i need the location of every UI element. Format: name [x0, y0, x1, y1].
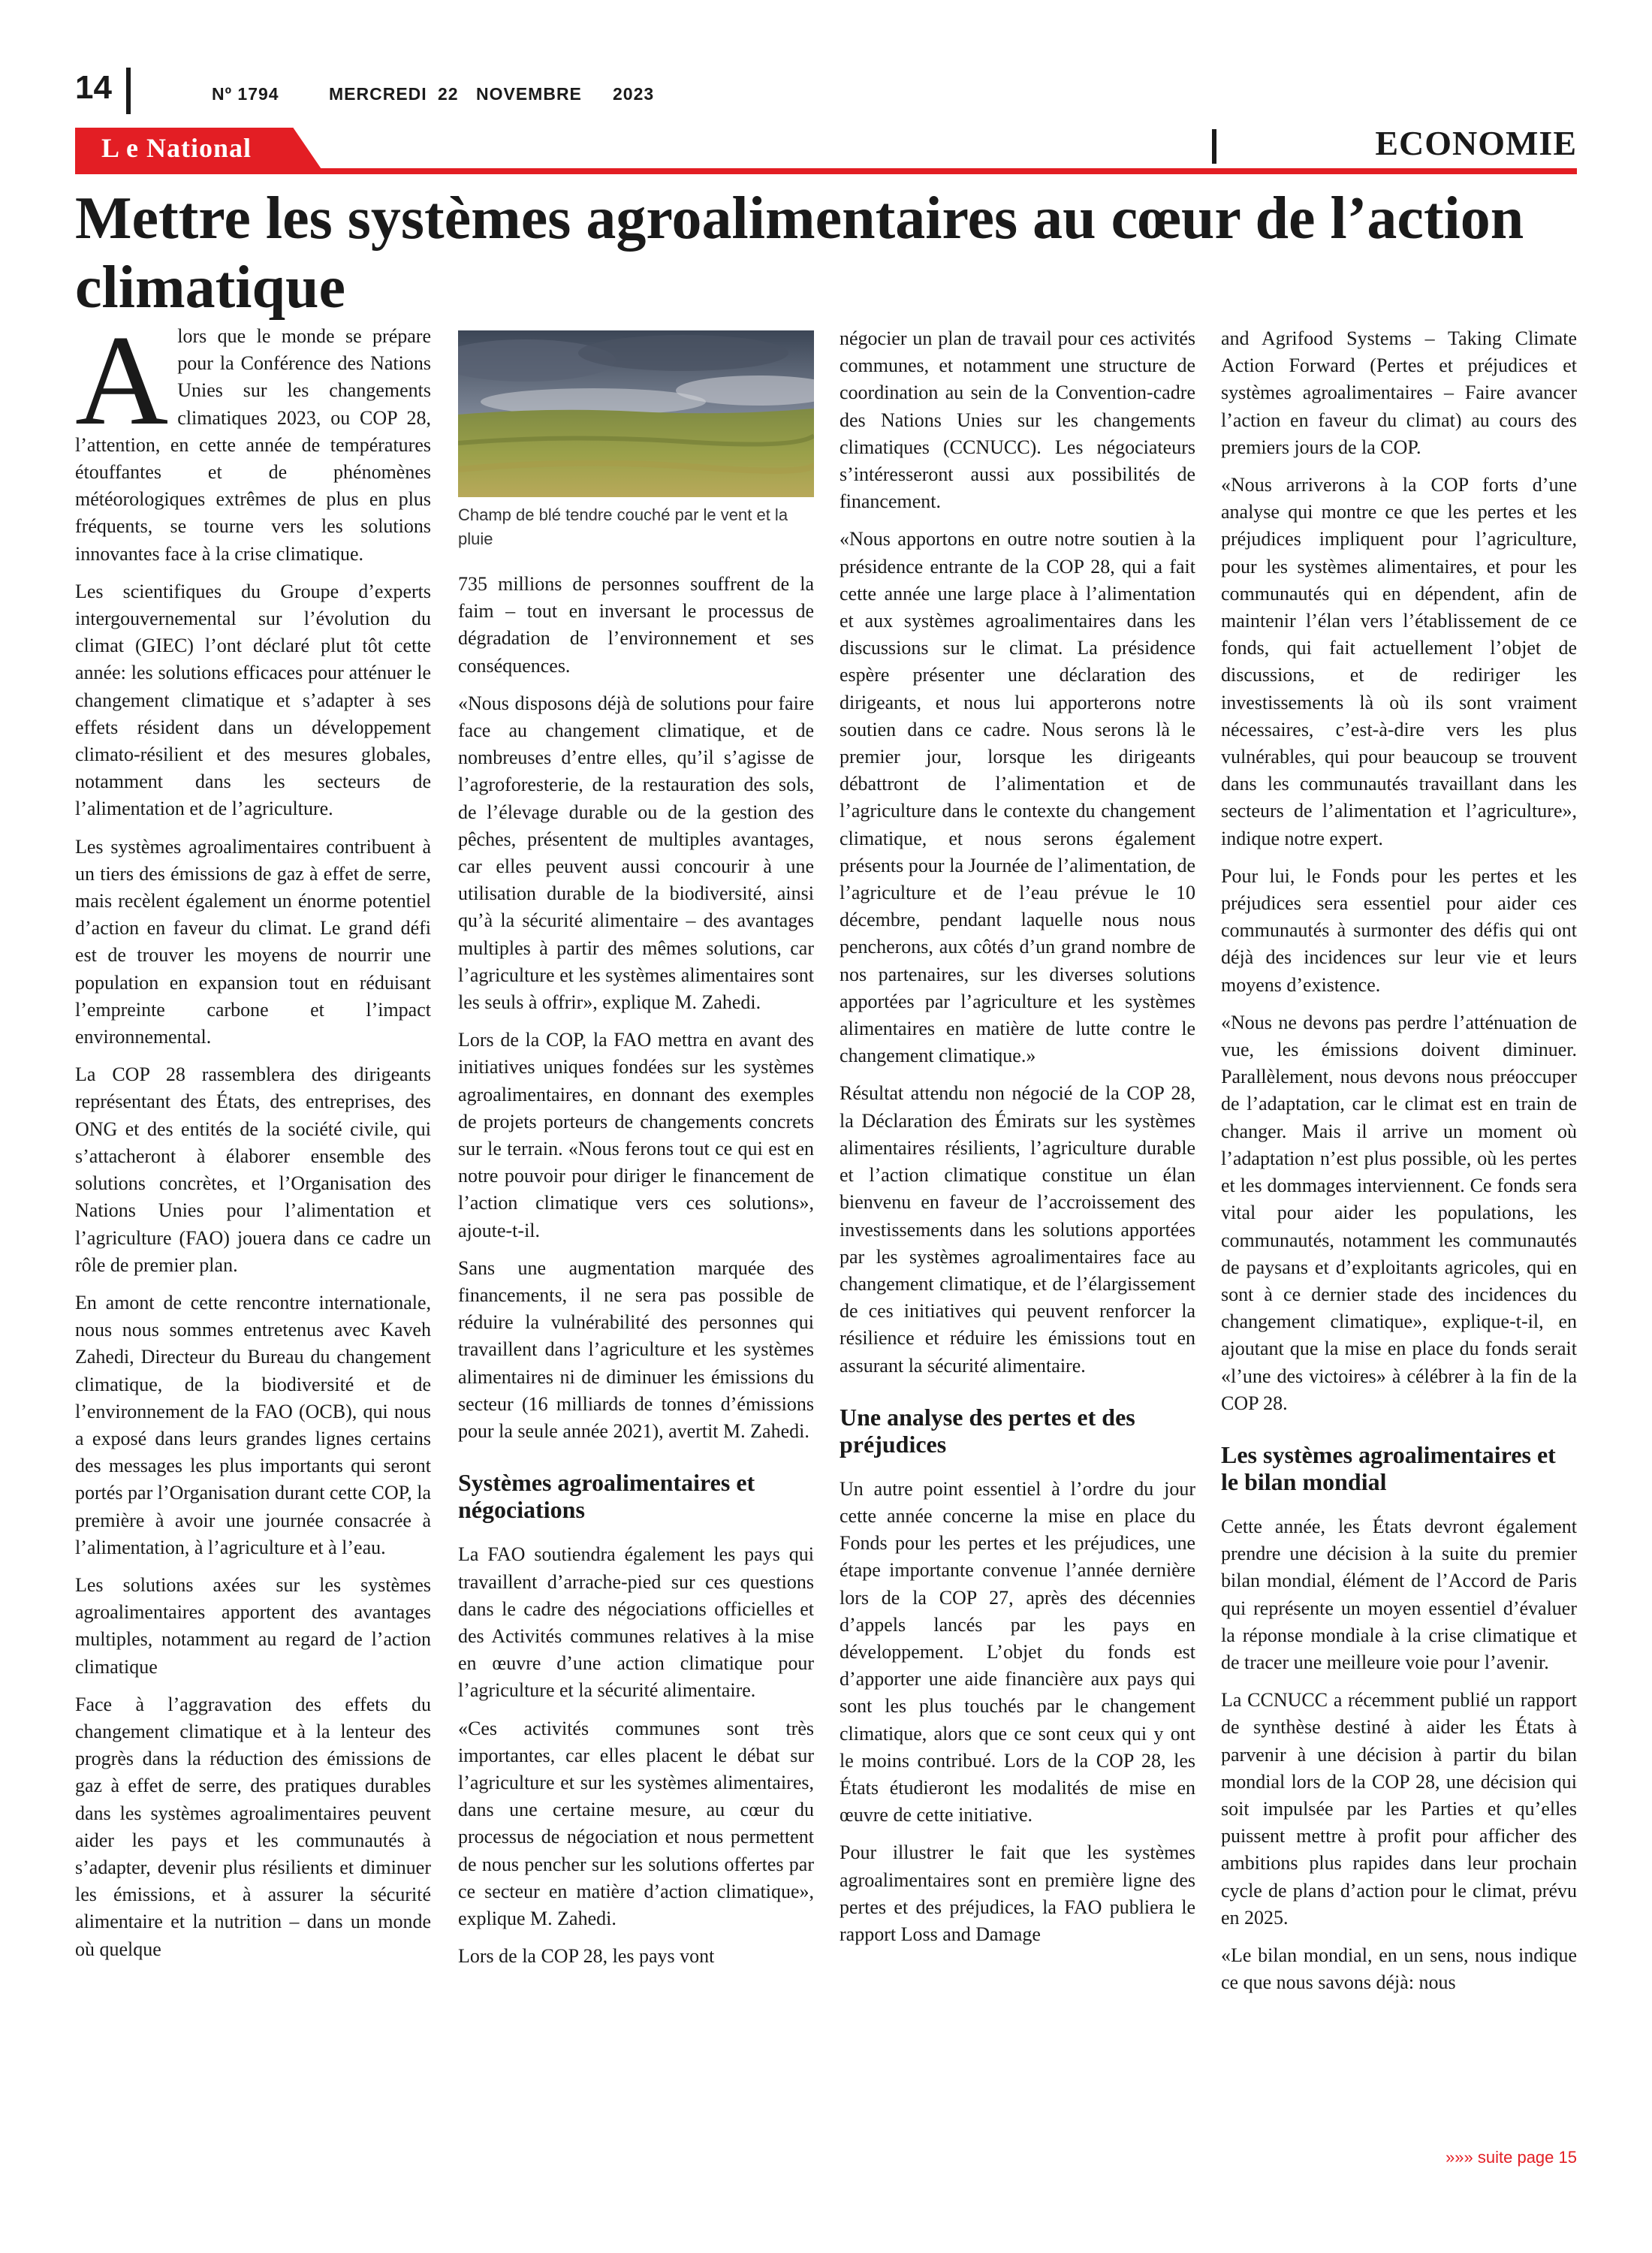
paragraph: La FAO soutiendra également les pays qui travaillent d’arrache-pied sur ces questions dans le cadre des négociations officielles et des Activités communes relatives à la mise en œuvre d’une action climatique pour l’agriculture et la sécurité alimentaire. [458, 1543, 814, 1702]
paragraph: La COP 28 rassemblera des dirigeants représentant des États, des entreprises, des ONG et des entités de la société civile, qui s’attacheront à élaborer ensemble des solutions concrètes, et l’Organisation des Nations Unies pour l’alimentation et l’agriculture (FAO) jouera dans ce cadre un rôle de premier plan. [75, 1063, 431, 1276]
article-column-2 [458, 571, 814, 1980]
paragraph: «Nous ne devons pas perdre l’atténuation de vue, les émissions doivent diminuer. Parallèlement, nous devons nous préoccuper de l’adaptation, car le climat est en train de changer. Mais il arrive un moment où l’adaptation n’est plus possible, où les pertes et les dommages interviennent. Ce fonds sera vital pour aider les populations, les communautés, notamment les communautés de paysans et d’exploitants agricoles, qui en sont à ce dernier stade des incidences du changement climatique», explique-t-il, en ajoutant que la mise en place du fonds serait «l’une des victoires» à célébrer à la fin de la COP 28. [1221, 1011, 1577, 1414]
issue-date-number: 22 [438, 84, 459, 104]
issue-day: MERCREDI [329, 84, 427, 104]
paragraph: Face à l’aggravation des effets du changement climatique et à la lenteur des progrès dans la réduction des émissions de gaz à effet de serre, des pratiques durables dans les systèmes agroalimentaires peuvent aider les pays et les communautés à s’adapter, devenir plus résilients et diminuer les émissions, et à assurer la sécurité alimentaire et la nutrition – dans un monde où quelque [75, 1693, 431, 1960]
paragraph: 735 millions de personnes souffrent de la faim – tout en inversant le processus de dégradation de l’environnement et ses conséquences. [458, 573, 814, 677]
paragraph: Les scientifiques du Groupe d’experts intergouvernemental sur l’évolution du climat (GIEC) l’ont déclaré plut tôt cette année: les solutions efficaces pour atténuer le changement climatique et s’adapter à ses effets résident dans un développement climato-résilient et des mesures globales, notamment dans les secteurs de l’alimentation et de l’agriculture. [75, 580, 431, 820]
issue-year: 2023 [613, 84, 655, 104]
wheat-field-photo [458, 330, 814, 497]
issue-month: NOVEMBRE [476, 84, 582, 104]
paragraph: «Nous apportons en outre notre soutien à la présidence entrante de la COP 28, qui a fait cette année une large place à l’alimentation et aux systèmes agroalimentaires dans les discussions sur le climat. La présidence espère présenter une déclaration des dirigeants, et nous lui apporterons notre soutien dans ce cadre. Nous serons là le premier jour, lorsque les dirigeants débattront de l’alimentation et de l’agriculture dans le contexte du changement climatique, et nous serons également présents pour la Journée de l’alimentation, de l’agriculture et de l’eau prévue le 10 décembre, pendant laquelle nous nous pencherons, aux côtés d’un grand nombre de nos partenaires, sur les diverses solutions apportées par l’agriculture et les systèmes alimentaires en matière de lutte contre le changement climatique.» [840, 528, 1195, 1067]
paragraph: Lors de la COP, la FAO mettra en avant des initiatives uniques fondées sur les systèmes agroalimentaires, en donnant des exemples de projets porteurs de changements concrets sur le terrain. «Nous ferons tout ce qui est en notre pouvoir pour diriger le financement de l’action climatique vers ces solutions», ajoute-t-il. [458, 1029, 814, 1241]
article-title: Mettre les systèmes agroalimentaires au cœur de l’action climatique [75, 185, 1524, 321]
drop-cap: A [75, 309, 169, 452]
paragraph: «Ces activités communes sont très importantes, car elles placent le débat sur l’agriculture et sur les systèmes alimentaires, dans une certaine mesure, au cœur du processus de négociation et nous permettent de nous pencher sur les solutions offertes par ce secteur en matière d’action climatique», explique M. Zahedi. [458, 1717, 814, 1929]
paragraph: Les systèmes agroalimentaires contribuent à un tiers des émissions de gaz à effet de serre, mais recèlent également un énorme potentiel d’action en faveur du climat. Le grand défi est de trouver les moyens de nourrir une population en expansion tout en réduisant l’empreinte carbone et l’impact environnemental. [75, 835, 431, 1048]
page-number-divider [126, 68, 131, 114]
subheading: Systèmes agroalimentaires et négociations [458, 1469, 755, 1524]
paragraph: Un autre point essentiel à l’ordre du jour cette année concerne la mise en place du Fonds pour les pertes et les préjudices, une étape importante convenue l’année dernière lors de la COP 27, après des décennies d’appels lancés par les pays en développement. L’objet du fonds est d’apporter une aide financière aux pays qui sont les plus touchés par le changement climatique, alors que ce sont ceux qui y ont le moins contribué. Lors de la COP 28, les États étudieront les modalités de mise en œuvre de cette initiative. [840, 1477, 1195, 1826]
paragraph: La CCNUCC a récemment publié un rapport de synthèse destiné à aider les États à parvenir à une décision à partir du bilan mondial lors de la COP 28, une décision qui soit impulsée par les Parties et qu’elles puissent mettre à profit pour afficher des ambitions plus rapides dans leur prochain cycle de plans d’action pour le climat, prévu en 2025. [1221, 1689, 1577, 1929]
paragraph: Lors de la COP 28, les pays vont [458, 1945, 715, 1968]
section-divider [1212, 129, 1216, 164]
paragraph: Cette année, les États devront également prendre une décision à la suite du premier bilan mondial, élément de l’Accord de Paris qui représente un moyen essentiel d’évaluer la réponse mondiale à la crise climatique et de tracer une meilleure voie pour l’avenir. [1221, 1515, 1577, 1673]
continuation-link[interactable]: »»» suite page 15 [1446, 2148, 1577, 2167]
image-caption: Champ de blé tendre couché par le vent et la pluie [458, 505, 788, 548]
paragraph [75, 309, 431, 568]
paragraph: and Agrifood Systems – Taking Climate Action Forward (Pertes et préjudices et systèmes agroalimentaires – Faire avancer l’action en faveur du climat) au cours des premiers jours de la COP. [1221, 327, 1577, 458]
article-column-1 [75, 309, 431, 1974]
paragraph: Pour lui, le Fonds pour les pertes et les préjudices sera essentiel pour aider ces communautés à surmonter des défis qui ont déjà des incidences sur leur vie et leurs moyens d’existence. [1221, 864, 1577, 996]
paragraph: Sans une augmentation marquée des financements, il ne sera pas possible de réduire la vulnérabilité des personnes qui travaillent dans l’agriculture et les systèmes alimentaires ni de diminuer les émissions du secteur (16 milliards de tonnes d’émissions pour la seule année 2021), avertit M. Zahedi. [458, 1256, 814, 1443]
page-number: 14 [75, 69, 112, 106]
header-rule [75, 168, 1577, 174]
subheading: Une analyse des pertes et des préjudices [840, 1403, 1135, 1458]
issue-number: Nº 1794 [212, 84, 279, 104]
paragraph: négocier un plan de travail pour ces activités communes, et notamment une structure de coordination au sein de la Convention-cadre des Nations Unies sur les changements climatiques (CCNUCC). Les négociateurs s’intéresseront aussi aux possibilités de financement. [840, 327, 1195, 513]
article-column-4 [1221, 325, 1577, 2007]
brand-name: L e National [101, 133, 252, 163]
paragraph: Résultat attendu non négocié de la COP 28, la Déclaration des Émirats sur les systèmes alimentaires résilients, l’agriculture durable et l’action climatique constitue un élan bienvenu en faveur de l’accroissement des investissements dans les solutions apportées par les systèmes agroalimentaires face au changement climatique, et de l’élargissement de ces initiatives qui peuvent renforcer la résilience et réduire les émissions tout en assurant la sécurité alimentaire. [840, 1082, 1195, 1377]
paragraph: Les solutions axées sur les systèmes agroalimentaires apportent des avantages multiples, notamment au regard de l’action climatique [75, 1573, 431, 1678]
paragraph: En amont de cette rencontre internationale, nous nous sommes entretenus avec Kaveh Zahedi, Directeur du Bureau du changement climatique, de la biodiversité et de l’environnement de la FAO (OCB), qui nous a exposé dans leurs grandes lignes certains des messages les plus importants qui seront portés par l’Organisation durant cette COP, la première à avoir une journée consacrée à l’alimentation, à l’agriculture et à l’eau. [75, 1291, 431, 1558]
paragraph: Pour illustrer le fait que les systèmes agroalimentaires sont en première ligne des pertes et des préjudices, la FAO publiera le rapport Loss and Damage [840, 1841, 1195, 1945]
paragraph: «Nous disposons déjà de solutions pour faire face au changement climatique, et de nombreuses d’entre elles, qu’il s’agisse de l’agroforesterie, de la restauration des sols, de l’élevage durable ou de la gestion des pêches, présentent de multiples avantages, car elles peuvent aussi concourir à une utilisation durable de la biodiversité, ainsi qu’à la sécurité alimentaire – des avantages multiples à partir des mêmes solutions, car l’agriculture et les systèmes alimentaires sont les seuls à offrir», explique M. Zahedi. [458, 692, 814, 1014]
section-name: ECONOMIE [1375, 124, 1577, 162]
article-column-3 [840, 325, 1195, 1959]
subheading: Les systèmes agroalimentaires et le bilan mondial [1221, 1440, 1556, 1495]
paragraph-text: lors que le monde se prépare pour la Conférence des Nations Unies sur les changements climatiques 2023, ou COP 28, l’attention, en cette année de températures étouffantes et de phénomènes météorologiques extrêmes de plus en plus fréquents, se tourne vers les solutions innovantes face à la crise climatique. [75, 325, 431, 565]
paragraph: «Nous arriverons à la COP forts d’une analyse qui montre ce que les pertes et les préjudices impliquent pour l’agriculture, pour les systèmes alimentaires, et pour les communautés qui en dépendent, afin de maintenir l’élan vers l’établissement de ce fonds, qui fait actuellement l’objet de discussions, et de rediriger les investissements là où ils sont vraiment nécessaires, c’est-à-dire vers les plus vulnérables, qui pour beaucoup se trouvent dans les communautés travaillant dans les secteurs de l’alimentation et l’agriculture», indique notre expert. [1221, 474, 1577, 849]
paragraph: «Le bilan mondial, en un sens, nous indique ce que nous savons déjà: nous [1221, 1944, 1577, 1994]
